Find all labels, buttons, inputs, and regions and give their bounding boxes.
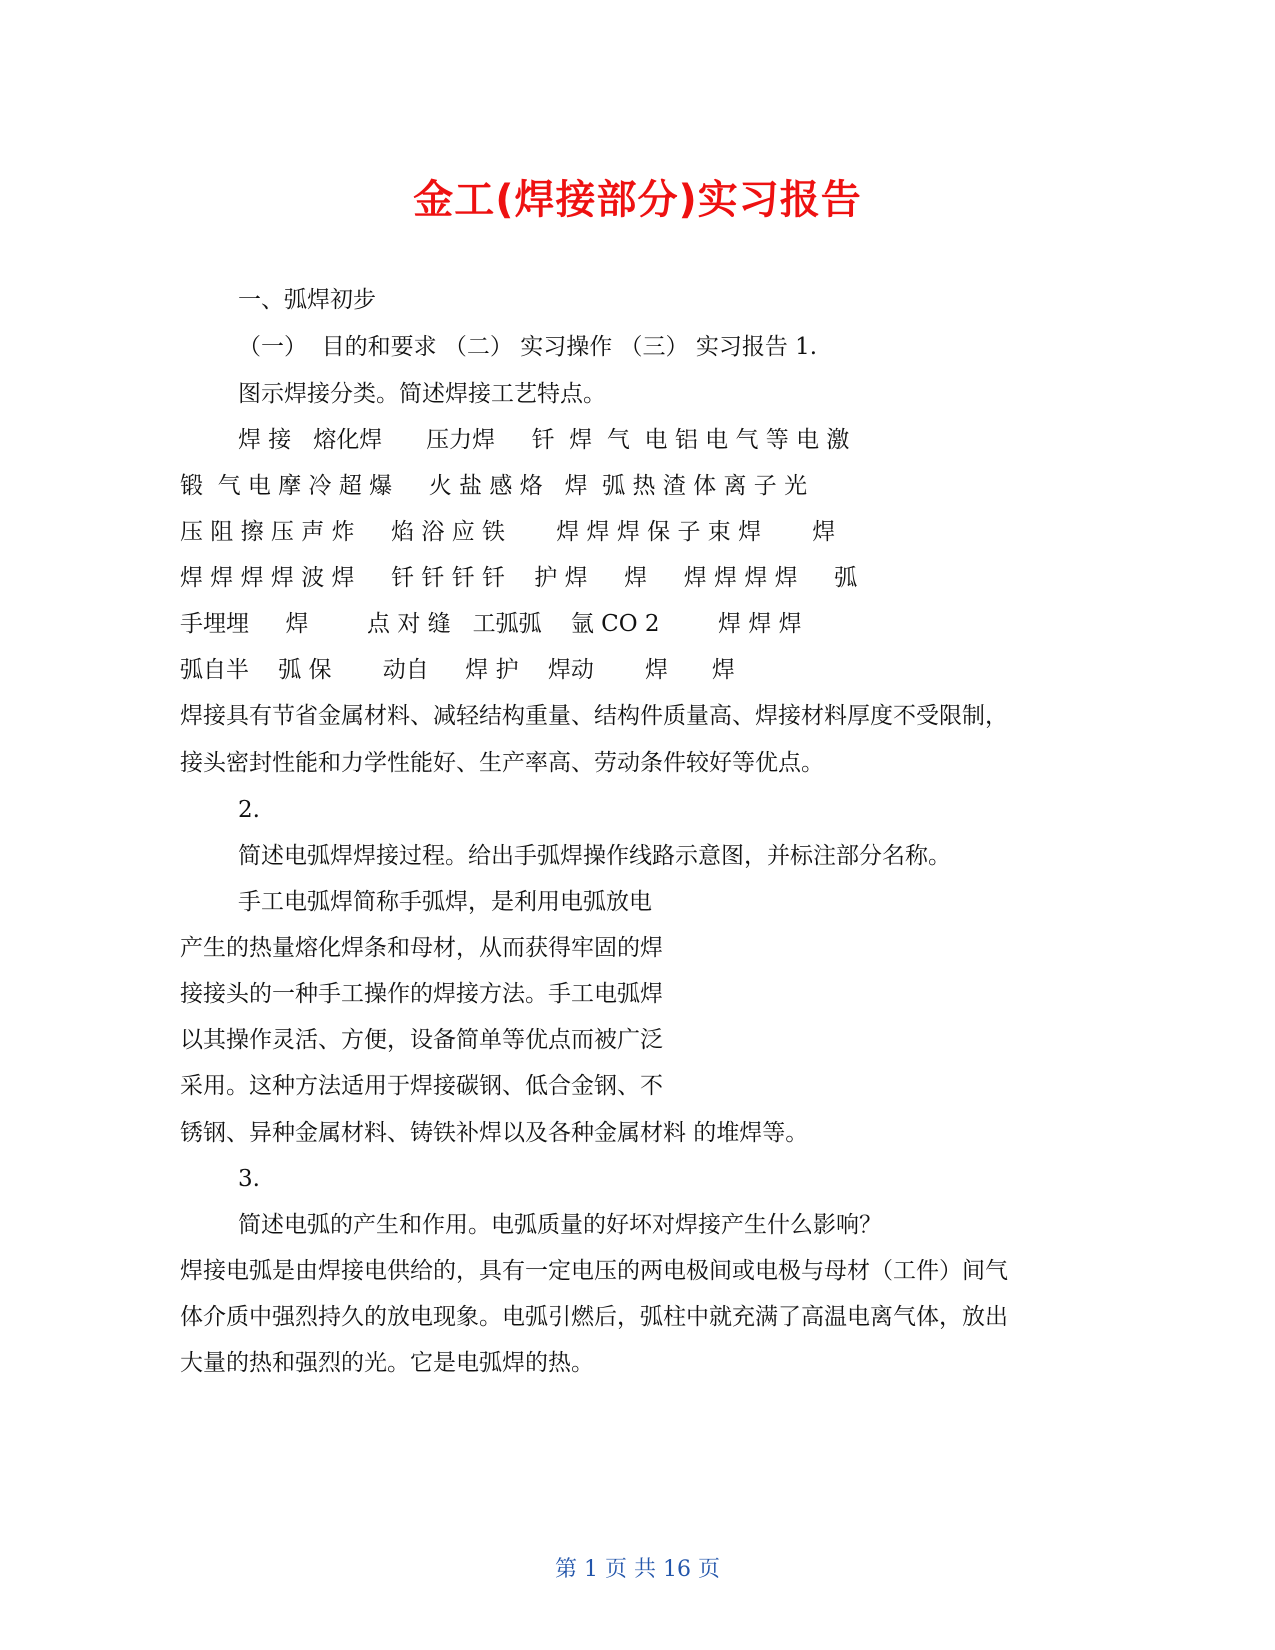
paragraph-line: 接接头的一种手工操作的焊接方法。手工电弧焊 [180,981,663,1007]
question-2: 简述电弧焊焊接过程。给出手弧焊操作线路示意图，并标注部分名称。 [238,843,951,869]
classification-row-5: 手埋埋 焊 点 对 缝 工弧弧 氩 CO 2 焊 焊 焊 [180,611,802,637]
subsection-list: （一） 目的和要求 （二） 实习操作 （三） 实习报告 1. [238,334,818,360]
classification-row-3: 压 阻 擦 压 声 炸 焰 浴 应 铁 焊 焊 焊 保 子 束 焊 焊 [180,519,836,545]
paragraph-line: 采用。这种方法适用于焊接碳钢、低合金钢、不 [180,1073,663,1099]
paragraph-line: 手工电弧焊简称手弧焊，是利用电弧放电 [238,889,652,915]
classification-row-2: 锻 气 电 摩 冷 超 爆 火 盐 感 烙 焊 弧 热 渣 体 离 子 光 [180,473,808,499]
classification-row-1: 焊 接 熔化焊 压力焊 钎 焊 气 电 铝 电 气 等 电 激 [238,427,850,453]
document-title: 金工(焊接部分)实习报告 [413,177,862,223]
paragraph-line: 大量的热和强烈的光。它是电弧焊的热。 [180,1350,594,1376]
page-footer: 第 1 页 共 16 页 [555,1557,720,1582]
item-number-3: 3. [238,1166,260,1192]
question-1: 图示焊接分类。简述焊接工艺特点。 [238,381,606,407]
paragraph-line: 体介质中强烈持久的放电现象。电弧引燃后，弧柱中就充满了高温电离气体，放出 [180,1304,1008,1330]
question-3: 简述电弧的产生和作用。电弧质量的好坏对焊接产生什么影响？ [238,1212,882,1238]
section-heading-arc-welding: 一、弧焊初步 [238,287,376,313]
paragraph-line: 以其操作灵活、方便，设备简单等优点而被广泛 [180,1027,663,1053]
paragraph-line: 产生的热量熔化焊条和母材，从而获得牢固的焊 [180,935,663,961]
paragraph-line: 锈钢、异种金属材料、铸铁补焊以及各种金属材料 的堆焊等。 [180,1120,809,1146]
paragraph-line: 焊接具有节省金属材料、减轻结构重量、结构件质量高、焊接材料厚度不受限制， [180,703,1008,729]
paragraph-line: 接头密封性能和力学性能好、生产率高、劳动条件较好等优点。 [180,750,824,776]
classification-row-6: 弧自半 弧 保 动自 焊 护 焊动 焊 焊 [180,657,735,683]
paragraph-line: 焊接电弧是由焊接电供给的，具有一定电压的两电极间或电极与母材（工件）间气 [180,1258,1008,1284]
item-number-2: 2. [238,797,260,823]
classification-row-4: 焊 焊 焊 焊 波 焊 钎 钎 钎 钎 护 焊 焊 焊 焊 焊 焊 弧 [180,565,858,591]
